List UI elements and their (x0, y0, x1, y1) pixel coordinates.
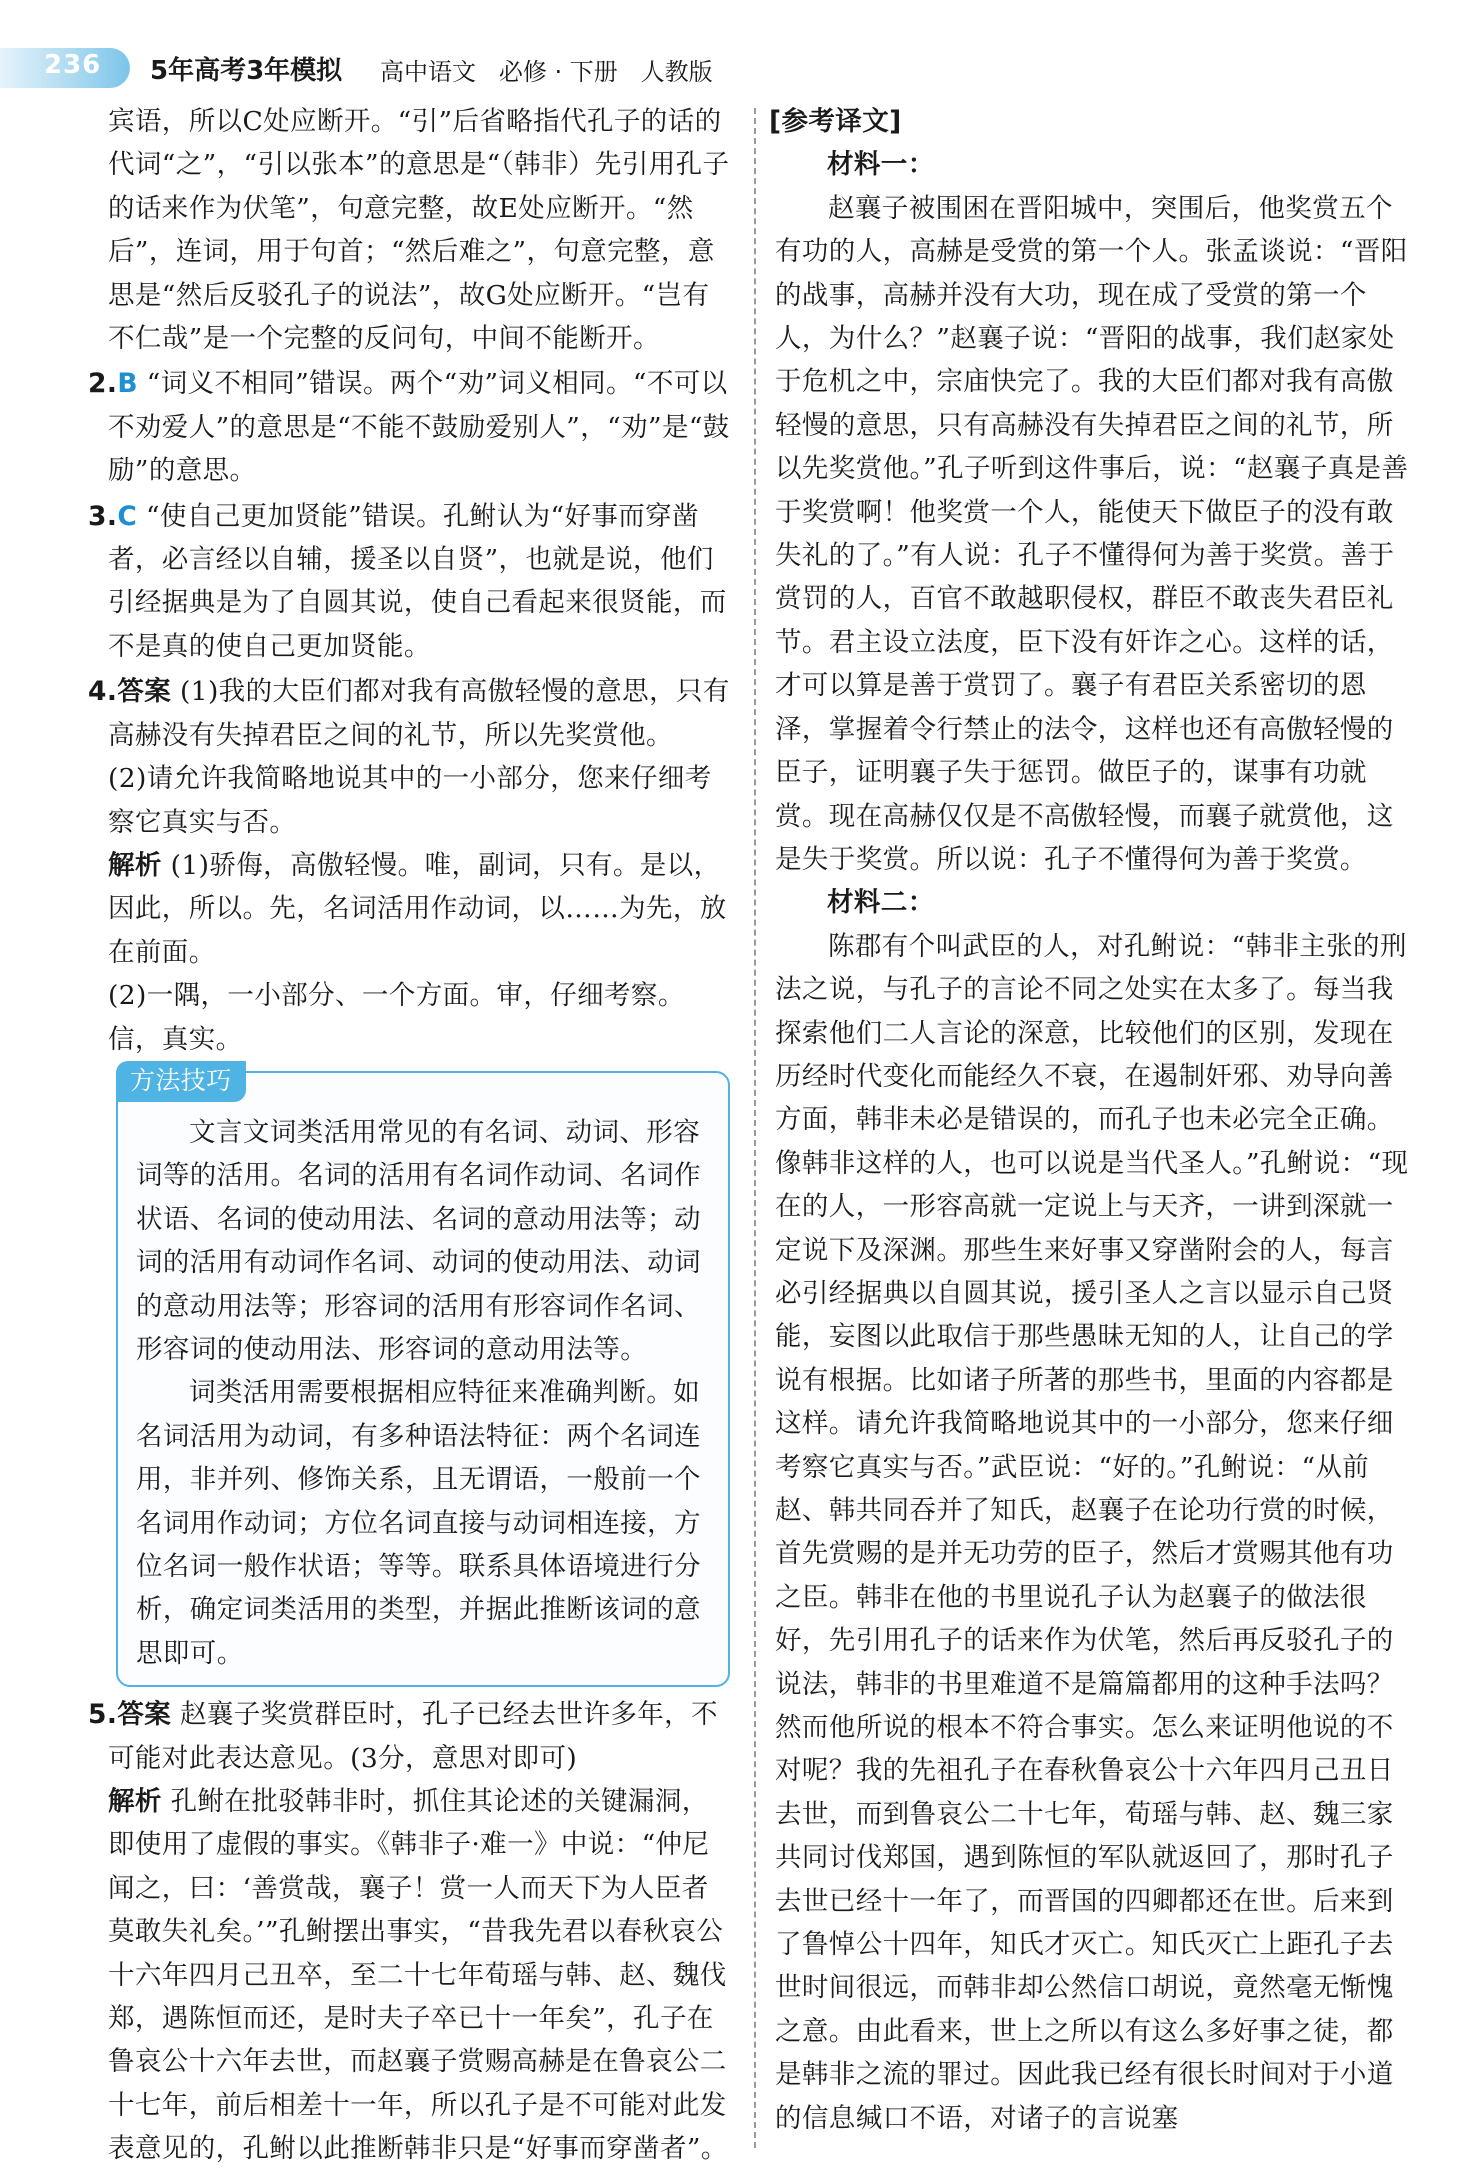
q2-option: B (117, 368, 138, 400)
left-column (88, 100, 734, 2171)
question-5-answer (88, 1693, 734, 1780)
q4-analysis-1: (1)骄侮，高傲轻慢。唯，副词，只有。是以，因此，所以。先，名词活用作动词，以……为先，放在前面。 (108, 849, 727, 968)
book-title: 5年高考3年模拟 (150, 56, 343, 86)
right-column (769, 100, 1415, 2140)
column-divider (754, 108, 756, 2148)
q5-answer: 赵襄子奖赏群臣时，孔子已经去世许多年，不可能对此表达意见。(3分，意思对即可) (108, 1699, 718, 1774)
q5-answer-tag: 答案 (117, 1699, 172, 1731)
question-3 (88, 495, 734, 669)
q1-continued-text: 宾语，所以C处应断开。“引”后省略指代孔子的话的代词“之”，“引以张本”的意思是“（韩非）先引用孔子的话来作为伏笔”，句意完整，故E处应断开。“然后”，连词，用于句首；“然后难之”，句意完整，意思是“然后反驳孔子的说法”，故G处应断开。“岂有不仁哉”是一个完整的反问句，中间不能断开。 (108, 106, 730, 355)
page-number: 236 (44, 50, 102, 80)
q4-answer-2: (2)请允许我简略地说其中的一小部分，您来仔细考察它真实与否。 (108, 763, 712, 838)
q4-analysis-2: (2)一隅，一小部分、一个方面。审，仔细考察。信，真实。 (108, 980, 685, 1055)
q3-option: C (117, 500, 138, 532)
material-2-text: 陈郡有个叫武臣的人，对孔鲋说：“韩非主张的刑法之说，与孔子的言论不同之处实在太多了。每当我探索他们二人言论的深意，比较他们的区别，发现在历经时代变化而能经久不衰，在遏制奸邪、劝导向善方面，韩非未必是错误的，而孔子也未必完全正确。像韩非这样的人，也可以说是当代圣人。”孔鲋说：“现在的人，一形容高就一定说上与天齐，一讲到深就一定说下及深渊。那些生来好事又穿凿附会的人，每言必引经据典以自圆其说，援引圣人之言以显示自己贤能，妄图以此取信于那些愚昧无知的人，让自己的学说有根据。比如诸子所著的那些书，里面的内容都是这样。请允许我简略地说其中的一小部分，您来仔细考察它真实与否。”武臣说：“好的。”孔鲋说：“从前赵、韩共同吞并了知氏，赵襄子在论功行赏的时候，首先赏赐的是并无功劳的臣子，然后才赏赐其他有功之臣。韩非在他的书里说孔子认为赵襄子的做法很好，先引用孔子的话来作为伏笔，然后再反驳孔子的说法，韩非的书里难道不是篇篇都用的这种手法吗？然而他所说的根本不符合事实。怎么来证明他说的不对呢？我的先祖孔子在春秋鲁哀公十六年四月己丑日去世，而到鲁哀公二十七年，荀瑶与韩、赵、魏三家共同讨伐郑国，遇到陈恒的军队就返回了，那时孔子去世已经十一年了，而晋国的四卿都还在世。后来到了鲁悼公十四年，知氏才灭亡。知氏灭亡上距孔子去世时间很远，而韩非却公然信口胡说，竟然毫无惭愧之意。由此看来，世上之所以有这么多好事之徒，都是韩非之流的罪过。因此我已经有很长时间对于小道的信息缄口不语，对诸子的言说塞 (775, 930, 1409, 2134)
q5-number: 5. (88, 1699, 118, 1731)
method-tips-box (116, 1065, 730, 1687)
q4-analysis-tag: 解析 (108, 849, 162, 881)
question-5-analysis (108, 1780, 734, 2171)
q4-number: 4. (88, 676, 118, 708)
method-tips-paragraph-1: 文言文词类活用常见的有名词、动词、形容词等的活用。名词的活用有名词作动词、名词作状语、名词的使动用法、名词的意动用法等；动词的活用有动词作名词、动词的使动用法、动词的意动用法等；形容词的活用有形容词作名词、形容词的使动用法、形容词的意动用法等。 (136, 1116, 701, 1365)
book-subtitle: 高中语文 必修 · 下册 人教版 (380, 58, 713, 86)
q5-analysis: 孔鲋在批驳韩非时，抓住其论述的关键漏洞，即使用了虚假的事实。《韩非子·难一》中说：“仲尼闻之，曰：‘善赏哉，襄子！赏一人而天下为人臣者莫敢失礼矣。’”孔鲋摆出事实，“昔我先君以春秋哀公十六年四月己丑卒，至二十七年荀瑶与韩、赵、魏伐郑，遇陈恒而还，是时夫子卒已十一年矣”，孔子在鲁哀公十六年去世，而赵襄子赏赐高赫是在鲁哀公二十七年，前后相差十一年，所以孔子是不可能对此发表意见的，孔鲋以此推断韩非只是“好事而穿凿者”。 (108, 1786, 728, 2165)
question-4-answer (88, 670, 734, 757)
q2-text: “词义不相同”错误。两个“劝”词义相同。“不可以不劝爱人”的意思是“不能不鼓励爱别人”，“劝”是“鼓励”的意思。 (108, 368, 730, 487)
reference-translation-title: [参考译文] (769, 106, 902, 137)
question-4-analysis (108, 844, 734, 974)
question-2 (88, 362, 734, 492)
method-tips-label: 方法技巧 (116, 1061, 246, 1102)
material-1-text: 赵襄子被围困在晋阳城中，突围后，他奖赏五个有功的人，高赫是受赏的第一个人。张孟谈说：“晋阳的战事，高赫并没有大功，现在成了受赏的第一个人，为什么？”赵襄子说：“晋阳的战事，我们赵家处于危机之中，宗庙快完了。我的大臣们都对我有高傲轻慢的意思，只有高赫没有失掉君臣之间的礼节，所以先奖赏他。”孔子听到这件事后，说：“赵襄子真是善于奖赏啊！他奖赏一个人，能使天下做臣子的没有敢失礼的了。”有人说：孔子不懂得何为善于奖赏。善于赏罚的人，百官不敢越职侵权，群臣不敢丧失君臣礼节。君主设立法度，臣下没有奸诈之心。这样的话，才可以算是善于赏罚了。襄子有君臣关系密切的恩泽，掌握着令行禁止的法令，这样也还有高傲轻慢的臣子，证明襄子失于惩罚。做臣子的，谋事有功就赏。现在高赫仅仅是不高傲轻慢，而襄子就赏他，这是失于奖赏。所以说：孔子不懂得何为善于奖赏。 (775, 192, 1409, 875)
material-2-title: 材料二： (827, 887, 935, 919)
q4-answer-1: (1)我的大臣们都对我有高傲轻慢的意思，只有高赫没有失掉君臣之间的礼节，所以先奖赏他。 (108, 676, 730, 751)
method-tips-paragraph-2: 词类活用需要根据相应特征来准确判断。如名词活用为动词，有多种语法特征：两个名词连用，非并列、修饰关系，且无谓语，一般前一个名词用作动词；方位名词直接与动词相连接，方位名词一般作状语；等等。联系具体语境进行分析，确定词类活用的类型，并据此推断该词的意思即可。 (136, 1377, 701, 1669)
q5-analysis-tag: 解析 (108, 1786, 162, 1818)
page-header (0, 0, 1470, 92)
q2-number: 2. (88, 368, 118, 400)
material-1-title: 材料一： (827, 149, 935, 181)
q3-text: “使自己更加贤能”错误。孔鲋认为“好事而穿凿者，必言经以自辅，援圣以自贤”，也就是说，他们引经据典是为了自圆其说，使自己看起来很贤能，而不是真的使自己更加贤能。 (108, 500, 727, 662)
q3-number: 3. (88, 500, 118, 532)
q4-answer-tag: 答案 (117, 676, 172, 708)
